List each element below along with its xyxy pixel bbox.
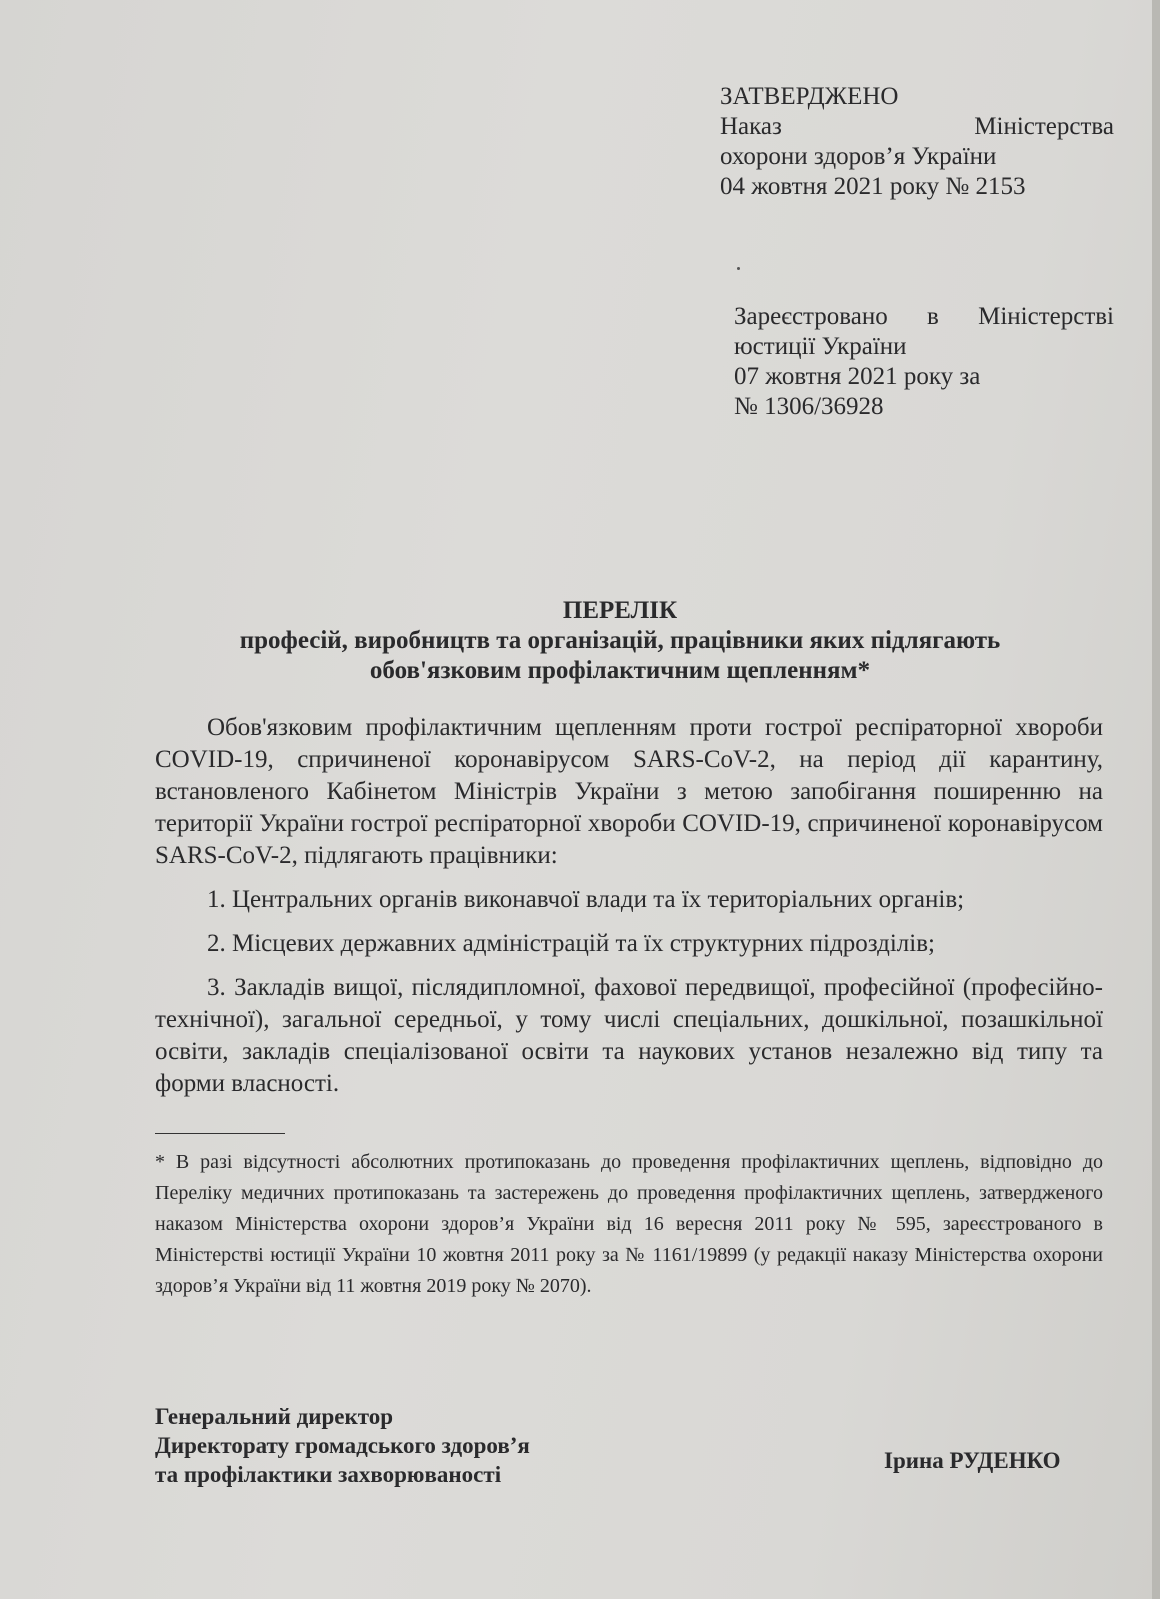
registration-word-2: в bbox=[927, 303, 939, 330]
list-item-2: 2. Місцевих державних адміністрацій та їх структурних підрозділів; bbox=[207, 930, 935, 957]
footnote-divider bbox=[155, 1133, 285, 1134]
approval-ministry-word: Міністерства bbox=[974, 113, 1114, 140]
footnote-text: * В разі відсутності абсолютних протипоказань до проведення профілактичних щеплень, відповідно до Переліку медичних протипоказань та застережень до проведення профілактичних щеплень, затвердженого наказом Міністерства охорони здоров’я України від 16 вересня 2011 року № 595, зареєстрованого в Міністерстві юстиції України 10 жовтня 2011 року за № 1161/19899 (у редакції наказу Міністерства охорони здоров’я України від 11 жовтня 2019 року № 2070). bbox=[155, 1151, 1103, 1297]
registration-line-1 bbox=[734, 302, 1114, 332]
signer-position-line-3: та профілактики захворюваності bbox=[155, 1462, 502, 1487]
registration-word-3: Міністерстві bbox=[978, 303, 1114, 330]
registration-line-3: 07 жовтня 2021 року за bbox=[734, 363, 981, 390]
signer-position-line-2: Директорату громадського здоров’я bbox=[155, 1433, 530, 1458]
list-item-3: 3. Закладів вищої, післядипломної, фахової передвищої, професійної (професійно-технічної), загальної середньої, у тому числі спеціальних, дошкільної, позашкільної освіти, закладів спеціалізованої освіти та наукових установ незалежно від типу та форми власності. bbox=[155, 974, 1103, 1097]
registration-line-2: юстиції України bbox=[734, 333, 907, 360]
title-line-2: професій, виробництв та організацій, працівники яких підлягають bbox=[239, 627, 1001, 654]
signer-name: Ірина РУДЕНКО bbox=[884, 1448, 1061, 1473]
title-line-3: обов'язковим профілактичним щепленням* bbox=[369, 657, 871, 684]
registration-block bbox=[734, 302, 1114, 422]
title-heading: ПЕРЕЛІК bbox=[562, 597, 678, 624]
approval-block bbox=[720, 82, 1114, 202]
registration-line-4: № 1306/36928 bbox=[734, 393, 884, 420]
paper-speck bbox=[737, 267, 740, 270]
approval-order-line bbox=[720, 112, 1114, 142]
document-body bbox=[155, 712, 1103, 1100]
approval-status: ЗАТВЕРДЖЕНО bbox=[720, 83, 899, 110]
intro-paragraph: Обов'язковим профілактичним щепленням проти гострої респіраторної хвороби COVID-19, спричиненої коронавірусом SARS-CoV-2, на період дії карантину, встановленого Кабінетом Міністрів України з метою запобігання поширенню на території України гострої респіраторної хвороби COVID-19, спричиненої коронавірусом SARS-CoV-2, підлягають працівники: bbox=[155, 714, 1103, 869]
registration-word-1: Зареєстровано bbox=[734, 303, 888, 330]
approval-date-number: 04 жовтня 2021 року № 2153 bbox=[720, 173, 1026, 200]
approval-ministry-line: охорони здоров’я України bbox=[720, 143, 997, 170]
approval-order-word: Наказ bbox=[720, 113, 782, 140]
signer-position-line-1: Генеральний директор bbox=[155, 1404, 394, 1429]
page-edge-shadow bbox=[1152, 0, 1160, 1599]
signer-position bbox=[155, 1402, 715, 1489]
document-title bbox=[160, 596, 1080, 686]
list-item-1: 1. Центральних органів виконавчої влади та їх територіальних органів; bbox=[207, 886, 965, 913]
